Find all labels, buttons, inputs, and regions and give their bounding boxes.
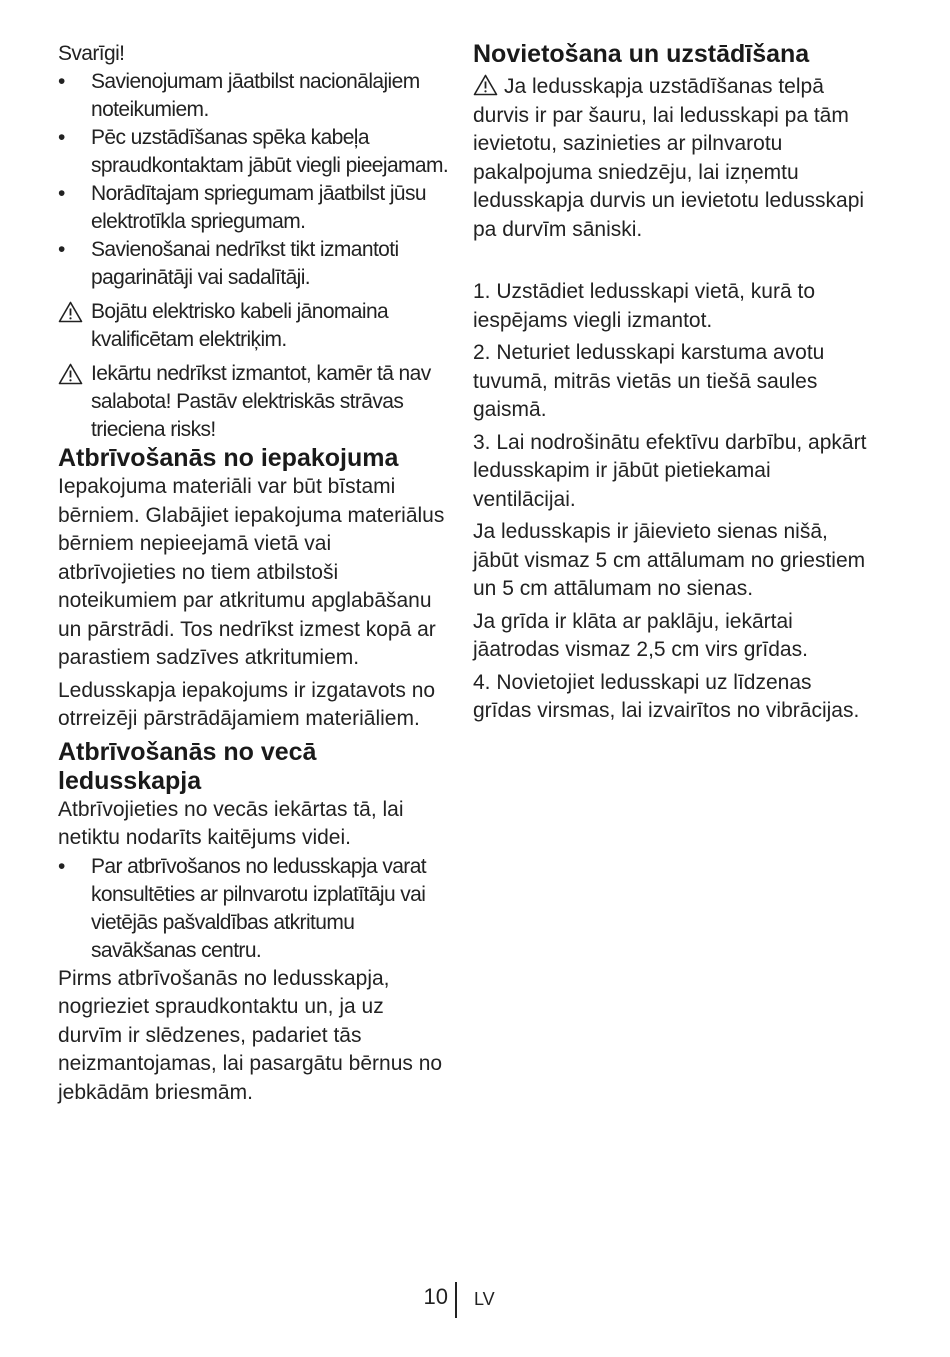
list-item-text: Savienojumam jāatbilst nacionālajiem noteikumiem. — [91, 70, 420, 121]
list-item — [58, 68, 453, 124]
warning-triangle-icon — [473, 74, 498, 96]
language-code: LV — [474, 1289, 495, 1309]
old-fridge-paragraph: Atbrīvojieties no vecās iekārtas tā, lai netiktu nodarīts kaitējums videi. — [58, 797, 404, 849]
bullet-icon: • — [58, 238, 65, 261]
list-item-text: Par atbrīvošanos no ledusskapja varat konsultēties ar pilnvarotu izplatītāju vai vietējās pašvaldības atkritumu savākšanas centru. — [91, 854, 427, 962]
warning-electric-shock — [58, 360, 453, 444]
installation-step: Ja ledusskapis ir jāievieto sienas nišā, jābūt vismaz 5 cm attālumam no griestiem un 5 cm attālumam no sienas. — [473, 520, 866, 600]
list-item — [58, 180, 453, 236]
warning-text: Ja ledusskapja uzstādīšanas telpā durvis ir par šauru, lai ledusskapi pa tām ievietotu, sazinieties ar pilnvarotu pakalpojuma sniedzēju, lai izņemtu ledusskapja durvis un ievietotu ledusskapi pa durvīm sāniski. — [473, 75, 865, 241]
packaging-paragraph: Iepakojuma materiāli var būt bīstami bērniem. Glabājiet iepakojuma materiālus bērniem nepieejamā vietā vai atbrīvojieties no tiem atbilstoši noteikumiem par atkritumu apglabāšanu un pārstrādi. Tos nedrīkst izmest kopā ar parastiem sadzīves atkritumiem. — [58, 475, 445, 669]
footer-divider — [455, 1282, 457, 1318]
bullet-icon: • — [58, 182, 65, 205]
right-column — [473, 40, 873, 726]
intro-label: Svarīgi! — [58, 42, 125, 65]
installation-step: Ja grīda ir klāta ar paklāju, iekārtai jāatrodas vismaz 2,5 cm virs grīdas. — [473, 609, 808, 661]
left-column — [58, 40, 453, 1107]
list-item — [58, 236, 453, 292]
warning-text: Bojātu elektrisko kabeli jānomaina kvalificētam elektriķim. — [91, 300, 389, 351]
installation-step: 2. Neturiet ledusskapi karstuma avotu tuvumā, mitrās vietās un tiešā saules gaismā. — [473, 341, 825, 421]
bullet-icon: • — [58, 70, 65, 93]
old-fridge-list — [58, 853, 453, 965]
list-item — [58, 124, 453, 180]
bullet-icon: • — [58, 854, 65, 878]
old-fridge-paragraph: Pirms atbrīvošanās no ledusskapja, nogrieziet spraudkontaktu un, ja uz durvīm ir slēdzenes, padariet tās neizmantojamas, lai pasargātu bērnus no jebkādām briesmām. — [58, 966, 443, 1104]
installation-step: 4. Novietojiet ledusskapi uz līdzenas grīdas virsmas, lai izvairītos no vibrācijas. — [473, 670, 860, 722]
heading-packaging-disposal: Atbrīvošanās no iepakojuma — [58, 444, 399, 472]
list-item-text: Savienošanai nedrīkst tikt izmantoti pagarinātāji vai sadalītāji. — [91, 238, 399, 289]
door-width-warning — [473, 73, 873, 244]
warning-damaged-cable — [58, 298, 453, 354]
warning-triangle-icon — [58, 363, 83, 385]
packaging-paragraph: Ledusskapja iepakojums ir izgatavots no otrreizēji pārstrādājamiem materiāliem. — [58, 678, 436, 730]
list-item-text: Norādītajam spriegumam jāatbilst jūsu elektrotīkla spriegumam. — [91, 182, 426, 233]
connection-requirements-list — [58, 68, 453, 292]
list-item-text: Pēc uzstādīšanas spēka kabeļa spraudkontaktam jābūt viegli pieejamam. — [91, 126, 449, 177]
page-footer — [0, 1280, 950, 1320]
installation-step: 1. Uzstādiet ledusskapi vietā, kurā to iespējams viegli izmantot. — [473, 280, 816, 332]
heading-old-fridge-disposal: Atbrīvošanās no vecā ledusskapja — [58, 737, 317, 795]
page-number: 10 — [423, 1284, 448, 1309]
installation-step: 3. Lai nodrošinātu efektīvu darbību, apkārt ledusskapim ir jābūt pietiekamai ventilācijai. — [473, 430, 867, 511]
warning-triangle-icon — [58, 301, 83, 323]
heading-placement-installation: Novietošana un uzstādīšana — [473, 40, 810, 68]
bullet-icon: • — [58, 126, 65, 149]
warning-text: Iekārtu nedrīkst izmantot, kamēr tā nav salabota! Pastāv elektriskās strāvas trieciena risks! — [91, 362, 431, 441]
list-item — [58, 853, 453, 965]
